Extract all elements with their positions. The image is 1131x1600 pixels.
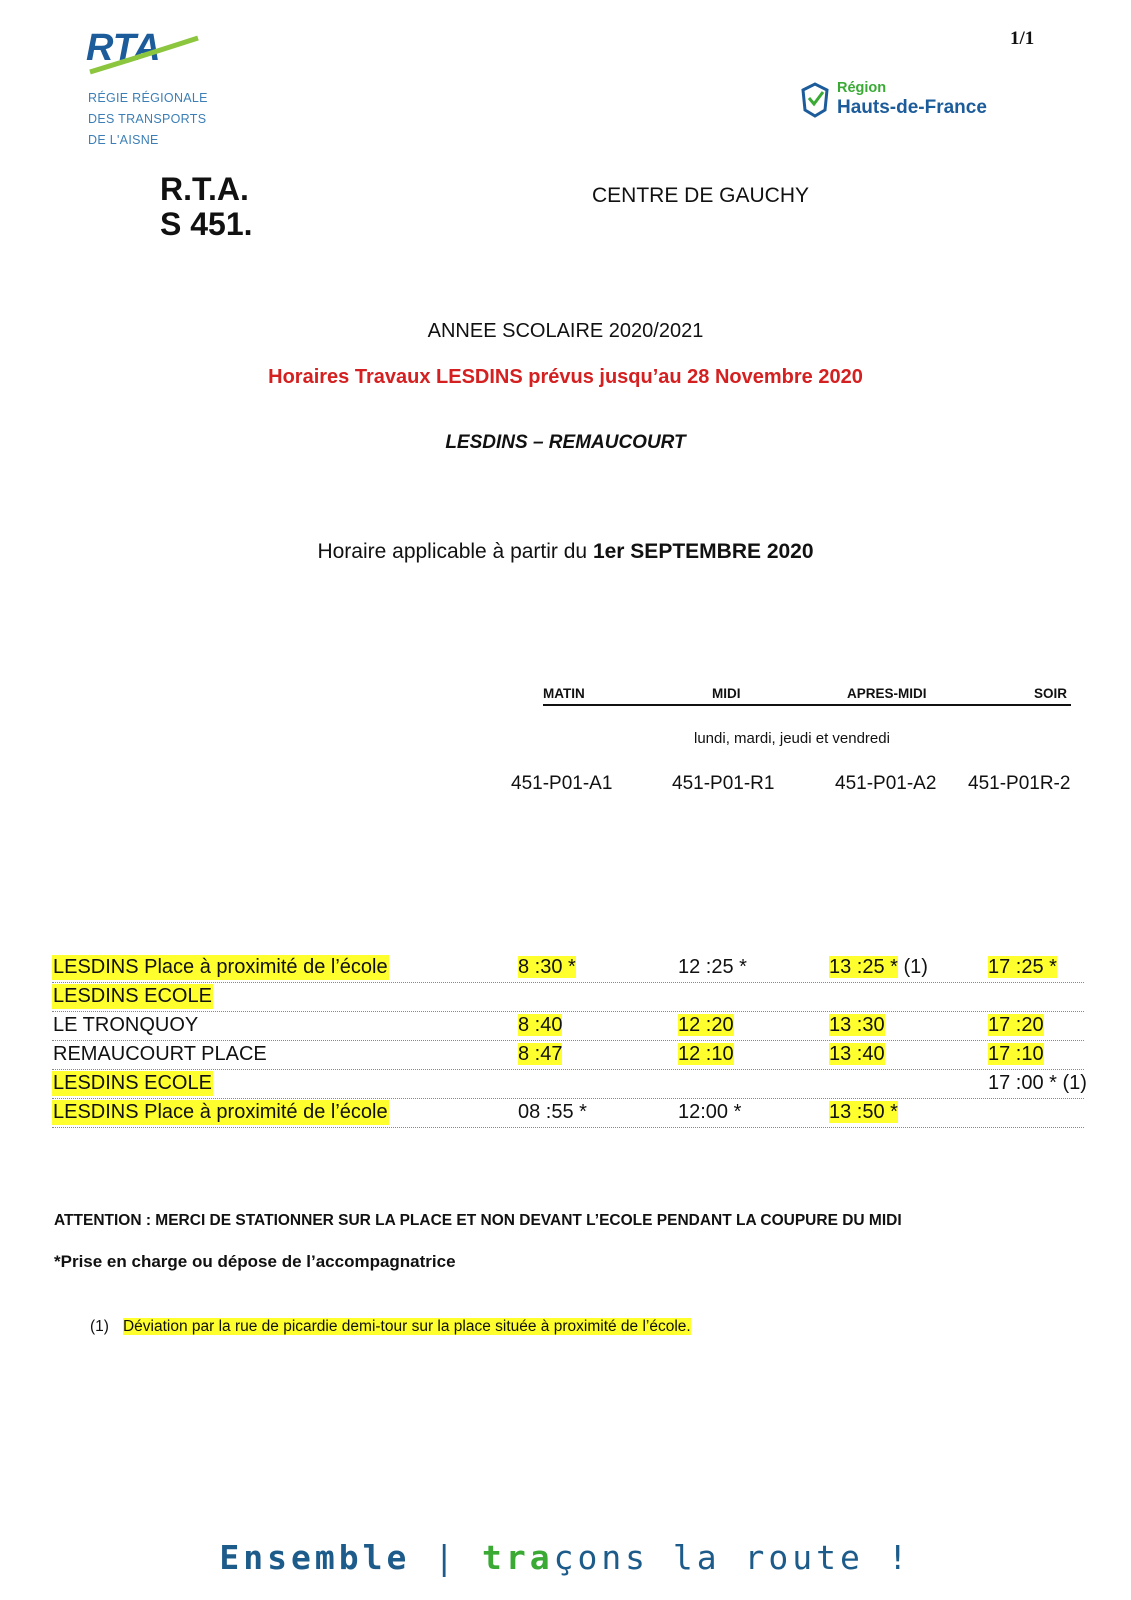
stop-name: LESDINS ECOLE (53, 1072, 212, 1094)
time-cell (988, 1071, 1087, 1096)
table-row (52, 954, 1084, 983)
time-value: 08 :55 * (518, 1101, 587, 1123)
centre-name: CENTRE DE GAUCHY (592, 184, 810, 207)
time-cell (678, 1013, 734, 1038)
rta-logo-subtitle (88, 88, 208, 151)
footnote-marker: (1) (90, 1318, 109, 1335)
time-value: 8 :30 * (518, 956, 576, 978)
applicable-prefix: Horaire applicable à partir du (317, 540, 593, 563)
time-cell (518, 1013, 562, 1038)
time-value: 12 :25 * (678, 956, 747, 978)
column-header-rule (543, 704, 1071, 706)
route-name: LESDINS – REMAUCOURT (445, 432, 686, 453)
col-header-matin: MATIN (543, 686, 585, 701)
operating-days: lundi, mardi, jeudi et vendredi (694, 730, 890, 747)
col-header-apres-midi: APRES-MIDI (847, 686, 927, 701)
rta-subtitle-line: RÉGIE RÉGIONALE (88, 91, 208, 105)
region-label-small: Région (837, 80, 887, 96)
pickup-note: *Prise en charge ou dépose de l’accompagnatrice (54, 1252, 456, 1271)
slogan-separator: | (410, 1538, 482, 1577)
time-value: 13 :25 * (829, 956, 898, 978)
time-cell (988, 955, 1057, 980)
stop-name: LESDINS ECOLE (53, 985, 212, 1007)
table-row (52, 1099, 1084, 1128)
svg-text:RTA: RTA (86, 27, 161, 69)
region-label-big: Hauts-de-France (837, 97, 987, 118)
time-value: 17 :20 (988, 1014, 1044, 1036)
time-cell (678, 1100, 741, 1125)
region-map-icon (797, 80, 833, 120)
region-logo (797, 80, 987, 125)
footer-slogan (0, 1538, 1131, 1577)
slogan-rest: çons la route ! (553, 1538, 912, 1577)
time-cell (988, 1042, 1044, 1067)
rta-title: R.T.A. (160, 171, 249, 207)
rta-subtitle-line: DE L'AISNE (88, 133, 159, 147)
rta-logo (86, 24, 206, 85)
stop-name: LESDINS Place à proximité de l’école (53, 956, 388, 978)
time-value: 8 :47 (518, 1043, 563, 1065)
school-year: ANNEE SCOLAIRE 2020/2021 (427, 320, 704, 342)
service-code: 451-P01-A1 (511, 773, 613, 794)
time-value: 13 :30 (829, 1014, 885, 1036)
table-row (52, 1041, 1084, 1070)
applicable-date: 1er SEPTEMBRE 2020 (592, 540, 814, 563)
works-notice: Horaires Travaux LESDINS prévus jusqu’au 28 Novembre 2020 (268, 366, 863, 388)
applicable-date-line (0, 540, 1131, 564)
timetable (52, 954, 1087, 1128)
footnote (90, 1318, 691, 1336)
time-value: 13 :50 * (829, 1101, 898, 1123)
time-value: 12 :10 (678, 1043, 734, 1065)
time-cell (829, 955, 928, 980)
stop-name: LE TRONQUOY (53, 1014, 199, 1036)
time-cell (829, 1013, 885, 1038)
service-code: 451-P01-R1 (672, 773, 775, 794)
time-cell (988, 1013, 1044, 1038)
service-code: 451-P01-A2 (835, 773, 937, 794)
stop-name: LESDINS Place à proximité de l’école (53, 1101, 388, 1123)
time-cell (678, 1042, 734, 1067)
time-value: 17 :00 * (1) (988, 1072, 1087, 1094)
table-row (52, 983, 1084, 1012)
col-header-midi: MIDI (712, 686, 741, 701)
line-number: S 451. (160, 206, 253, 242)
time-cell (518, 955, 576, 980)
rta-subtitle-line: DES TRANSPORTS (88, 112, 207, 126)
time-cell (518, 1100, 587, 1125)
col-header-soir: SOIR (1034, 686, 1068, 701)
attention-notice: ATTENTION : MERCI DE STATIONNER SUR LA PLACE ET NON DEVANT L’ECOLE PENDANT LA COUPURE DU MIDI (54, 1212, 902, 1229)
time-cell (829, 1100, 898, 1125)
stop-name: REMAUCOURT PLACE (53, 1043, 267, 1065)
time-cell (518, 1042, 562, 1067)
footnote-text: Déviation par la rue de picardie demi-tour sur la place située à proximité de l’école. (122, 1318, 691, 1335)
time-note: (1) (897, 956, 928, 978)
service-code: 451-P01R-2 (968, 773, 1071, 794)
time-value: 12 :20 (678, 1014, 734, 1036)
time-value: 13 :40 (829, 1043, 885, 1065)
line-code-block (160, 172, 253, 242)
time-value: 12:00 * (678, 1101, 742, 1123)
time-cell (678, 955, 747, 980)
page-number: 1/1 (1010, 28, 1035, 49)
table-row (52, 1070, 1087, 1099)
table-row (52, 1012, 1084, 1041)
time-value: 17 :10 (988, 1043, 1044, 1065)
time-value: 17 :25 * (988, 956, 1057, 978)
slogan-accent: tra (481, 1538, 554, 1577)
time-value: 8 :40 (518, 1014, 563, 1036)
slogan-word: Ensemble (219, 1538, 411, 1577)
time-cell (829, 1042, 885, 1067)
